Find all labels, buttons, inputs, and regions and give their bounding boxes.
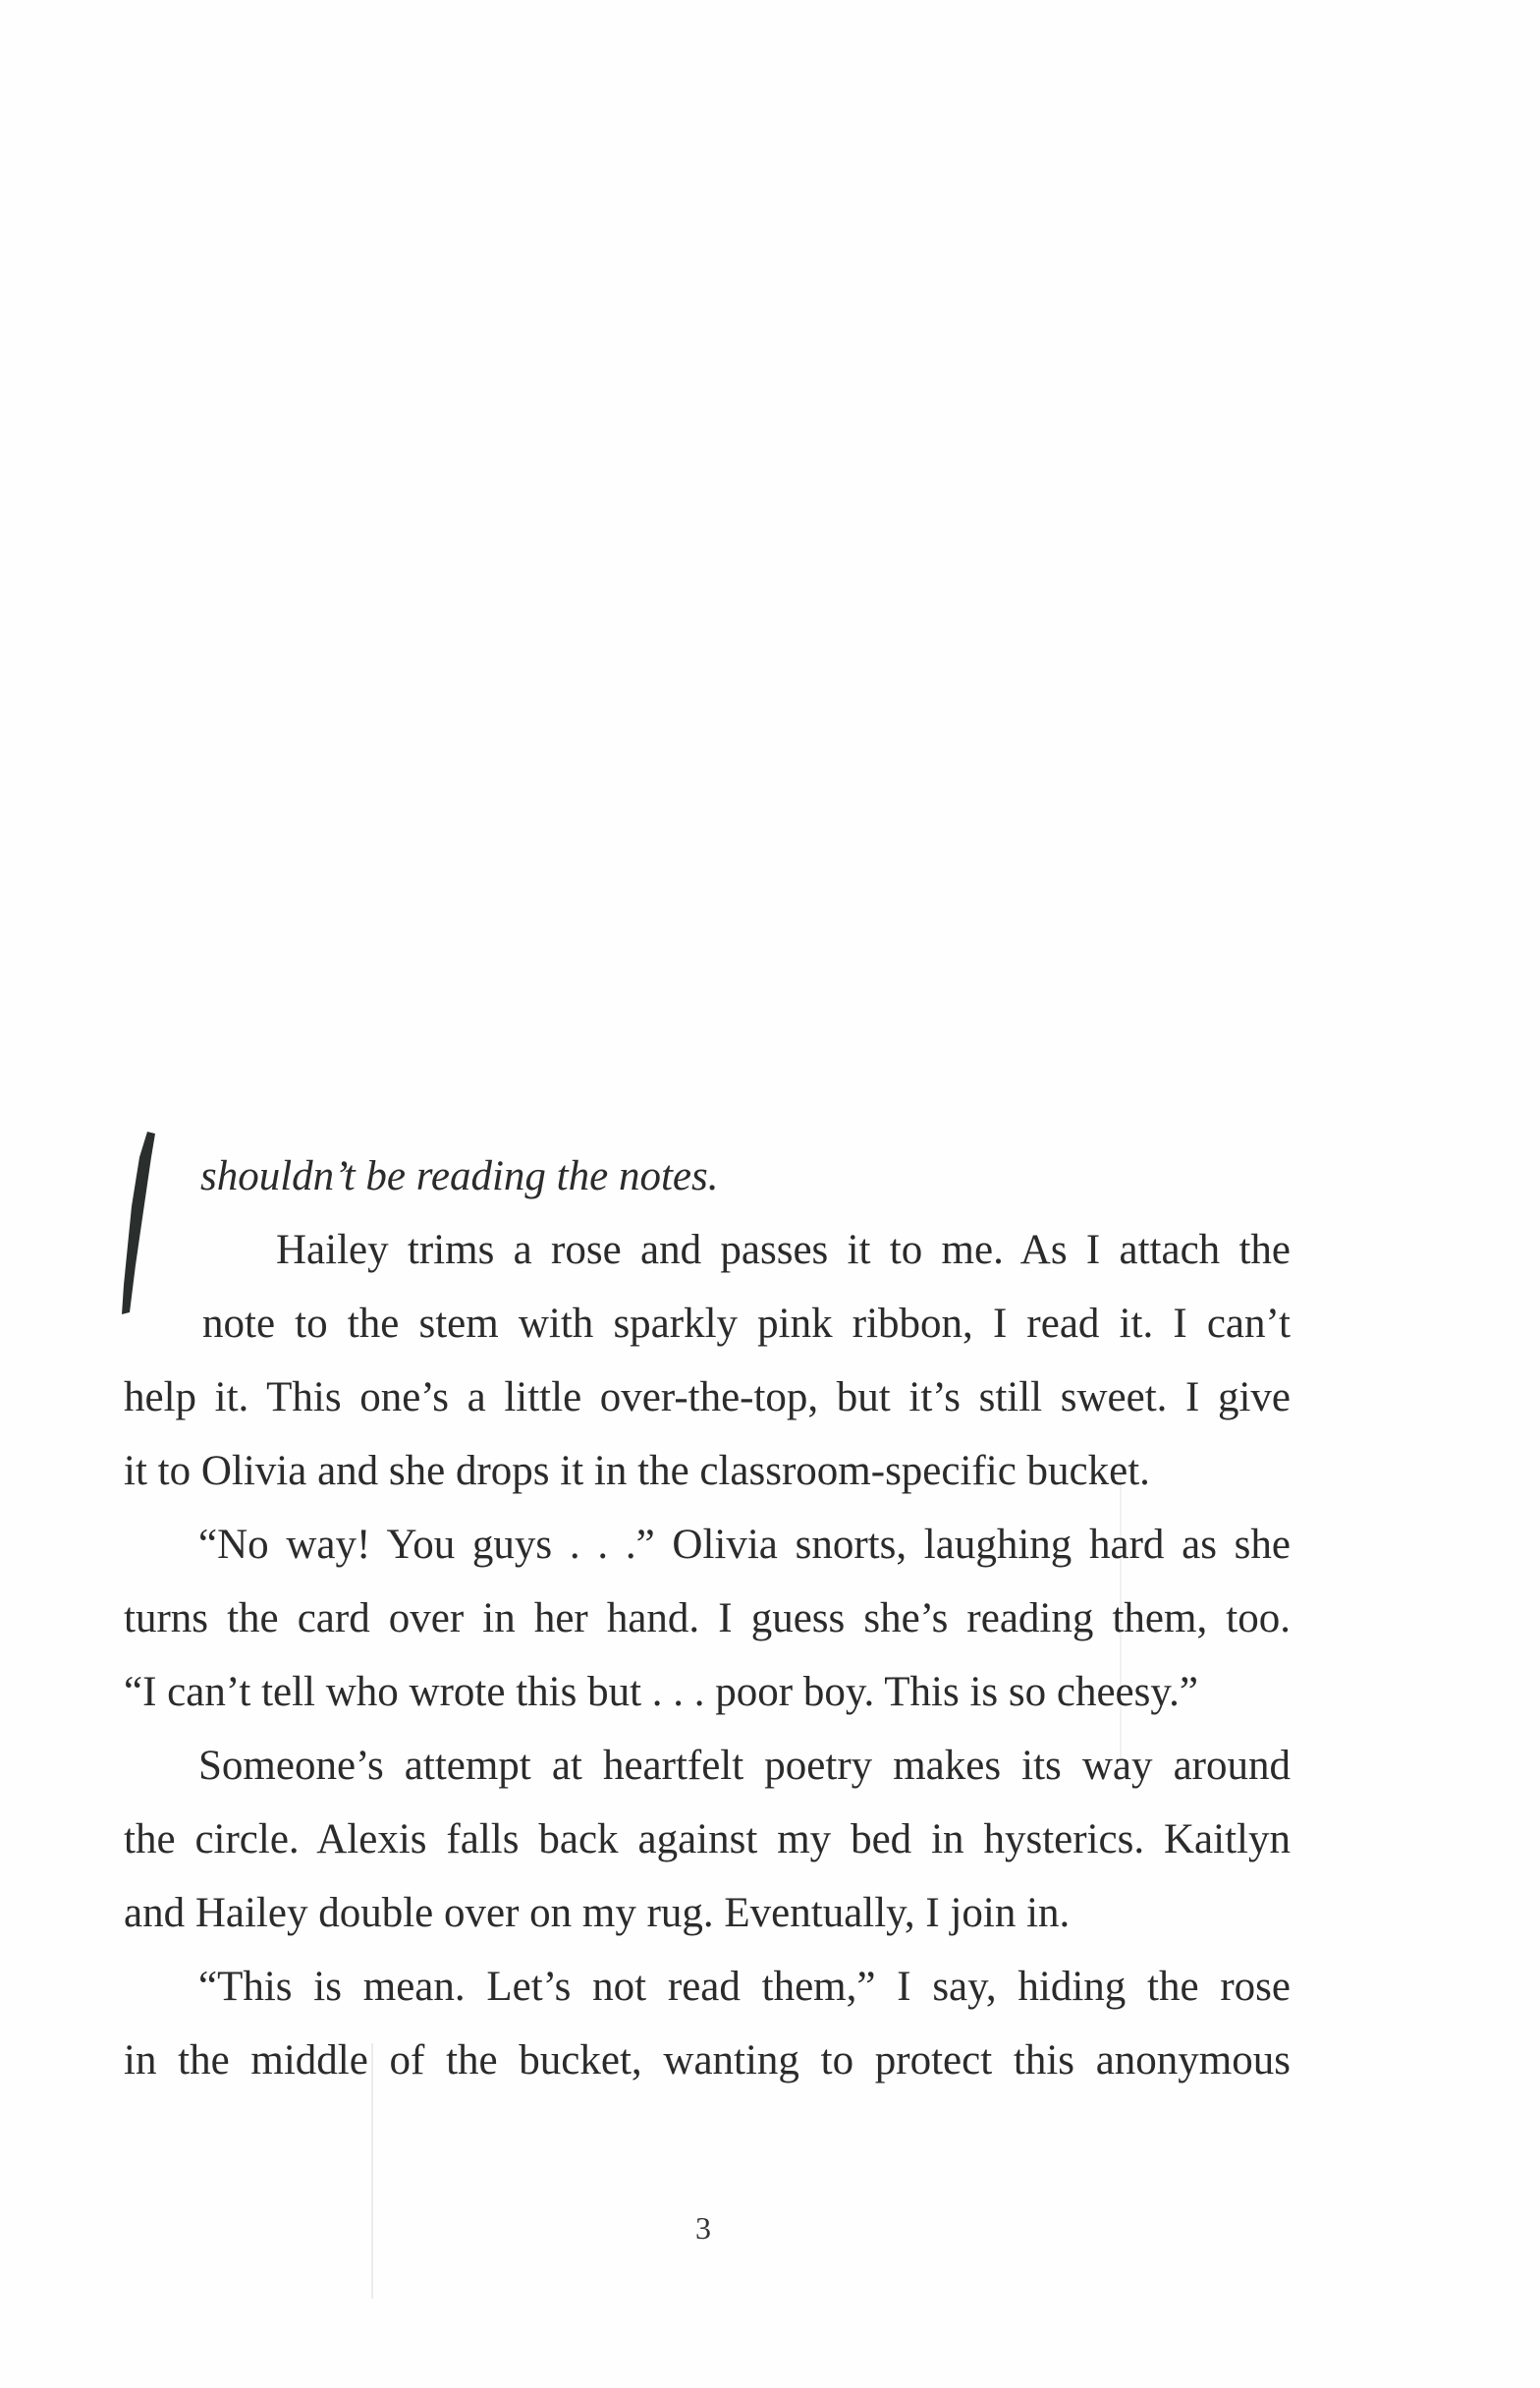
text-line: shouldn’t be reading the notes.	[200, 1153, 719, 1199]
text-line: Hailey trims a rose and passes it to me. As I attach the	[276, 1227, 1291, 1273]
body-text	[124, 1139, 1291, 2097]
text-line: the circle. Alexis falls back against my bed in hysterics. Kaitlyn	[124, 1816, 1291, 1862]
page-number: 3	[695, 2210, 711, 2246]
text-line: in the middle of the bucket, wanting to protect this anonymous	[124, 2037, 1291, 2083]
text-line: Someone’s attempt at heartfelt poetry makes its way around	[198, 1743, 1291, 1789]
text-line: turns the card over in her hand. I guess she’s reading them, too.	[124, 1595, 1291, 1641]
text-line: and Hailey double over on my rug. Eventually, I join in.	[124, 1890, 1071, 1936]
text-line: “This is mean. Let’s not read them,” I say, hiding the rose	[198, 1964, 1291, 2010]
text-line: help it. This one’s a little over-the-top, but it’s still sweet. I give	[124, 1374, 1291, 1420]
text-line: note to the stem with sparkly pink ribbon, I read it. I can’t	[202, 1301, 1291, 1347]
text-line: it to Olivia and she drops it in the classroom-specific bucket.	[124, 1448, 1150, 1494]
text-line: “No way! You guys . . .” Olivia snorts, laughing hard as she	[198, 1522, 1291, 1568]
text-line: “I can’t tell who wrote this but . . . poor boy. This is so cheesy.”	[124, 1669, 1198, 1715]
